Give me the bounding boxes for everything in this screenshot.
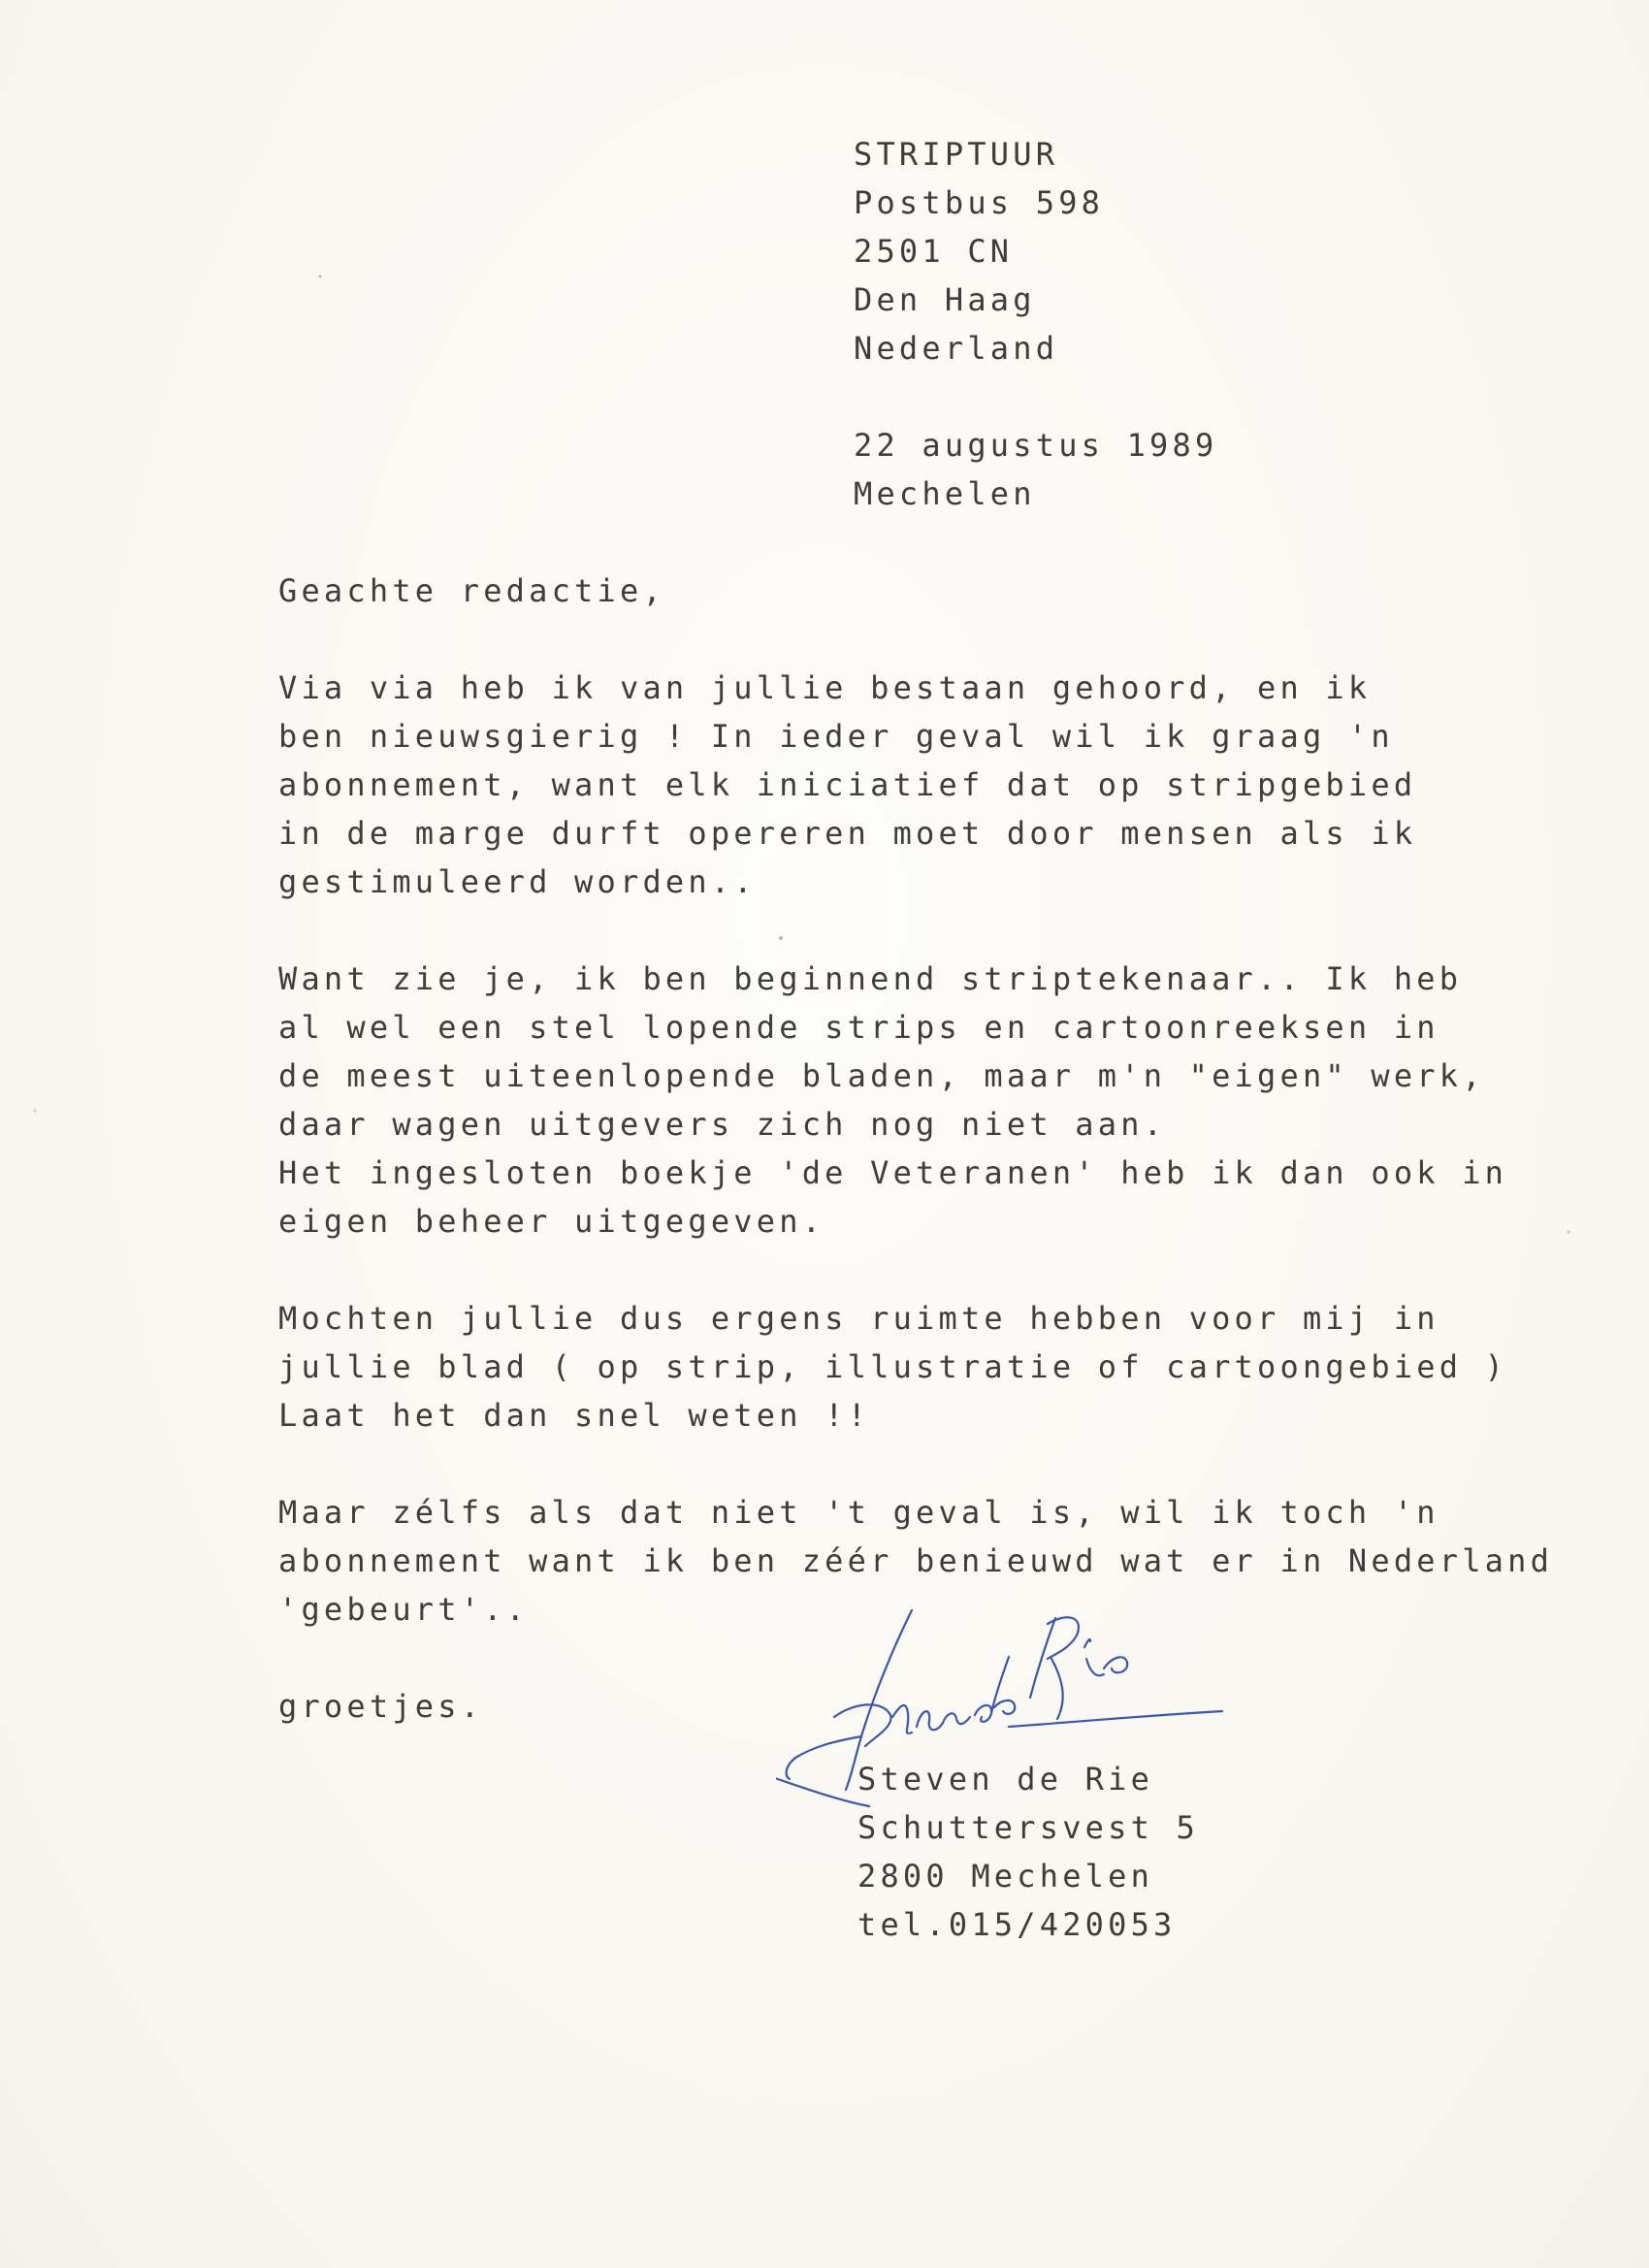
sender-name: Steven de Rie bbox=[857, 1761, 1154, 1798]
date-and-place bbox=[854, 421, 1217, 518]
paragraph-1 bbox=[278, 664, 1416, 906]
paragraph-line: 'gebeurt'.. bbox=[278, 1591, 530, 1628]
paragraph-line: in de marge durft opereren moet door mensen als ik bbox=[278, 815, 1417, 852]
paragraph-line: gestimuleerd worden.. bbox=[278, 863, 757, 900]
closing-text: groetjes. bbox=[278, 1688, 484, 1725]
paragraph-line: abonnement, want elk iniciatief dat op stripgebied bbox=[278, 766, 1417, 803]
paragraph-2 bbox=[278, 955, 1507, 1246]
paragraph-line: eigen beheer uitgegeven. bbox=[278, 1203, 825, 1240]
paragraph-line: abonnement want ik ben zéér benieuwd wat er in Nederland bbox=[278, 1542, 1554, 1579]
paragraph-line: Het ingesloten boekje 'de Veteranen' heb ik dan ook in bbox=[278, 1154, 1508, 1191]
recipient-line: Den Haag bbox=[854, 281, 1036, 318]
recipient-address bbox=[854, 130, 1104, 373]
letter-place: Mechelen bbox=[854, 475, 1036, 512]
letter-date: 22 augustus 1989 bbox=[854, 427, 1218, 464]
paragraph-line: al wel een stel lopende strips en cartoonreeksen in bbox=[278, 1009, 1439, 1046]
paragraph-line: Want zie je, ik ben beginnend striptekenaar.. Ik heb bbox=[278, 960, 1463, 997]
recipient-line: Postbus 598 bbox=[854, 184, 1105, 221]
paragraph-line: Maar zélfs als dat niet 't geval is, wil ik toch 'n bbox=[278, 1494, 1439, 1531]
recipient-line: Nederland bbox=[854, 330, 1059, 367]
paragraph-line: Via via heb ik van jullie bestaan gehoord, en ik bbox=[278, 669, 1372, 706]
recipient-line: STRIPTUUR bbox=[854, 136, 1059, 173]
sender-city: 2800 Mechelen bbox=[857, 1858, 1154, 1895]
sender-phone: tel.015/420053 bbox=[857, 1906, 1177, 1943]
paragraph-line: jullie blad ( op strip, illustratie of cartoongebied ) bbox=[278, 1348, 1508, 1385]
paragraph-line: Mochten jullie dus ergens ruimte hebben voor mij in bbox=[278, 1300, 1439, 1337]
paragraph-line: daar wagen uitgevers zich nog niet aan. bbox=[278, 1106, 1167, 1143]
paragraph-line: Laat het dan snel weten !! bbox=[278, 1397, 871, 1434]
sender-address bbox=[857, 1755, 1199, 1949]
paragraph-3 bbox=[278, 1294, 1507, 1440]
paragraph-line: ben nieuwsgierig ! In ieder geval wil ik graag 'n bbox=[278, 718, 1394, 755]
sender-street: Schuttersvest 5 bbox=[857, 1809, 1199, 1846]
salutation bbox=[278, 567, 665, 615]
salutation-text: Geachte redactie, bbox=[278, 572, 665, 609]
paragraph-line: de meest uiteenlopende bladen, maar m'n "eigen" werk, bbox=[278, 1057, 1485, 1094]
closing bbox=[278, 1682, 483, 1731]
recipient-line: 2501 CN bbox=[854, 233, 1014, 270]
